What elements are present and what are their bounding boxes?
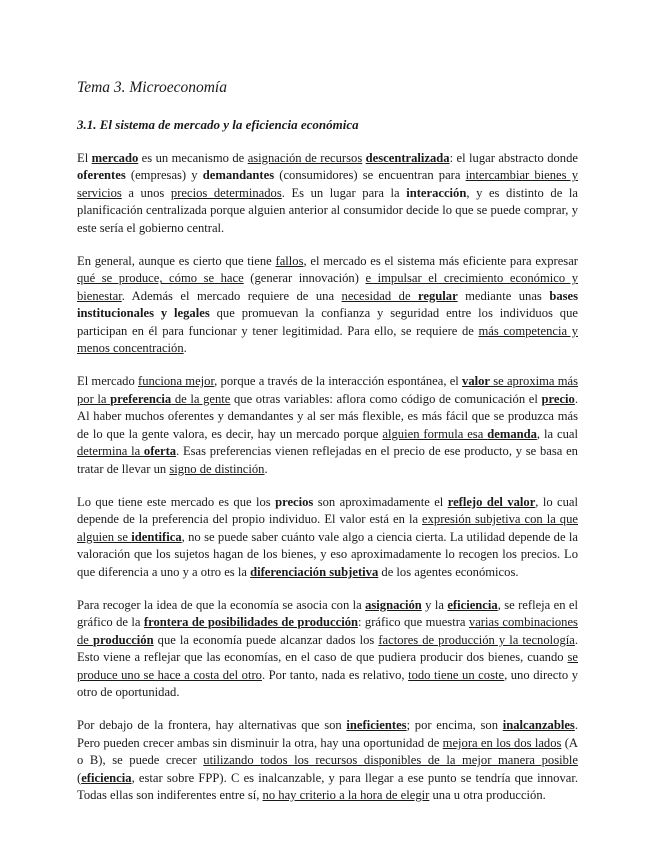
- text-run: que promuevan la confianza y seguridad entre los individuos que participan en él para funcionar y tener legitimidad. Para ello, se requiere de: [77, 306, 578, 338]
- emphasized-term: descentralizada: [365, 151, 450, 165]
- emphasized-term: demandantes: [202, 168, 275, 183]
- text-run: (generar innovación): [243, 271, 366, 286]
- text-run: (consumidores) se encuentran para: [274, 168, 466, 183]
- emphasized-term: eficiencia: [447, 597, 498, 612]
- emphasized-term: oferentes: [77, 168, 126, 183]
- emphasized-term: demanda: [487, 426, 537, 441]
- text-run: . Es un lugar para la: [281, 185, 407, 200]
- emphasized-term: regular: [418, 288, 458, 303]
- paragraph: [77, 597, 578, 701]
- underlined-text: más competencia y menos concentración: [77, 323, 578, 356]
- emphasized-term: inalcanzables: [502, 718, 575, 733]
- text-run: : gráfico que muestra: [358, 615, 469, 630]
- text-run: , porque a través de la interacción espontánea, el: [214, 374, 463, 389]
- text-run: Por debajo de la frontera, hay alternativas que son: [77, 718, 347, 733]
- text-run: . Por tanto, nada es relativo,: [261, 667, 409, 682]
- underlined-text: e impulsar el crecimiento económico y bienestar: [77, 271, 578, 303]
- paragraph: [77, 717, 578, 804]
- emphasized-term: ineficientes: [346, 718, 407, 733]
- text-run: (empresas) y: [125, 168, 203, 183]
- underlined-text: no hay criterio a la hora de elegir: [262, 788, 430, 802]
- underlined-text: de la gente: [171, 391, 231, 406]
- text-run: (A o B), se puede crecer: [77, 735, 578, 768]
- text-run: ; por encima, son: [406, 718, 503, 733]
- text-run: Para recoger la idea de que la economía se asocia con la: [77, 597, 366, 612]
- paragraph: [77, 253, 578, 357]
- emphasized-term: preferencia: [110, 391, 172, 406]
- document-body: [77, 150, 578, 804]
- text-run: una u otra producción.: [429, 788, 546, 802]
- underlined-text: factores de producción y la tecnología: [378, 632, 575, 647]
- text-run: y la: [421, 597, 448, 612]
- text-run: En general, aunque es cierto que tiene: [77, 254, 276, 269]
- text-run: . Esto viene a reflejar que las economías, en el caso de que pudiera producir dos bienes, cuando: [77, 632, 578, 665]
- underlined-text: se aproxima más por la: [77, 374, 579, 406]
- document-title: Tema 3. Microeconomía: [77, 79, 227, 96]
- underlined-text: alguien formula esa: [382, 426, 488, 441]
- text-run: , el mercado es el sistema más eficiente para expresar: [303, 254, 578, 269]
- text-run: . Pero pueden crecer ambas sin disminuir la otra, hay una oportunidad de: [77, 718, 578, 750]
- emphasized-term: valor: [462, 374, 491, 389]
- text-run: , uno directo y otro de oportunidad.: [77, 667, 578, 699]
- emphasized-term: reflejo del: [447, 494, 508, 509]
- text-run: El mercado: [77, 374, 138, 389]
- section-heading: 3.1. El sistema de mercado y la eficiencia económica: [77, 117, 359, 132]
- underlined-text: determina la: [77, 444, 144, 459]
- underlined-text: utilizando todos los recursos disponibles de la mejor manera posible: [203, 753, 578, 768]
- text-run: : el lugar abstracto donde: [449, 151, 578, 165]
- underlined-text: funciona mejor: [138, 374, 215, 389]
- underlined-text: varias combinaciones de: [77, 615, 578, 647]
- emphasized-term: eficiencia: [81, 770, 132, 785]
- emphasized-term: diferenciación subjetiva: [250, 564, 379, 579]
- text-run: son aproximadamente el: [313, 494, 448, 509]
- text-run: Lo que tiene este mercado es que los: [77, 494, 276, 509]
- text-run: , no se puede saber cuánto vale algo a ciencia cierta. La utilidad depende de la valoración que los sujetos hagan de los bienes, y eso aproximadamente lo recogen los precios. Lo que diferencia a uno y a otro es la: [77, 529, 579, 579]
- text-run: , estar sobre FPP). C es inalcanzable, y para llegar a ese punto se tendría que innovar. Todas ellas son indiferentes entre sí,: [77, 770, 578, 802]
- underlined-text: intercambiar bienes y servicios: [77, 168, 578, 200]
- emphasized-term: producción: [92, 632, 154, 647]
- emphasized-term: bases institucionales y legales: [77, 288, 579, 321]
- paragraph: [77, 373, 578, 477]
- emphasized-term: interacción: [406, 185, 467, 200]
- emphasized-term: mercado: [91, 151, 139, 165]
- emphasized-term: asignación: [365, 597, 422, 612]
- underlined-text: necesidad de: [341, 288, 419, 303]
- text-run: es un mecanismo de: [138, 151, 248, 165]
- underlined-text: expresión subjetiva con la que alguien se: [77, 512, 578, 544]
- text-run: El: [77, 151, 92, 165]
- underlined-text: signo de distinción: [169, 461, 265, 476]
- emphasized-term: oferta: [143, 444, 177, 459]
- paragraph: [77, 150, 578, 237]
- emphasized-term: frontera de posibilidades de producción: [143, 615, 358, 630]
- text-run: , lo cual depende de la preferencia del propio individuo. El valor está en la: [77, 494, 578, 527]
- text-run: de los agentes económicos.: [378, 564, 519, 579]
- underlined-text: todo tiene un coste: [408, 667, 505, 682]
- underlined-text: qué se produce, cómo se hace: [77, 271, 244, 286]
- text-run: . Esas preferencias vienen reflejadas en el precio de ese producto, y se basa en tratar de llevar un: [77, 444, 578, 476]
- text-run: que la economía puede alcanzar dados los: [153, 632, 379, 647]
- underlined-text: asignación de recursos: [247, 151, 363, 165]
- text-run: .: [183, 341, 187, 356]
- underlined-text: precios determinados: [170, 185, 282, 200]
- emphasized-term: valor: [507, 494, 536, 509]
- underlined-text: mejora en los dos lados: [442, 735, 562, 750]
- text-run: que otras variables: aflora como código de comunicación el: [230, 391, 542, 406]
- text-run: , la cual: [536, 426, 578, 441]
- text-run: .: [264, 461, 268, 476]
- underlined-text: se produce uno se hace a costa del otro: [77, 650, 578, 682]
- text-run: . Al haber muchos oferentes y demandantes y al ser más flexible, es más fácil que se produzca más de lo que la gente valora, es decir, hay un mercado porque: [77, 391, 578, 441]
- text-run: . Además el mercado requiere de una: [121, 288, 342, 303]
- text-run: , y es distinto de la planificación centralizada porque alguien anterior al consumidor decide lo que se puede comprar, y este sería el gobierno central.: [77, 185, 578, 235]
- emphasized-term: precio: [541, 391, 575, 406]
- emphasized-term: precios: [275, 494, 314, 509]
- text-run: a unos: [121, 185, 171, 200]
- emphasized-term: identifica: [131, 529, 182, 544]
- text-run: mediante unas: [457, 288, 550, 303]
- paragraph: [77, 494, 578, 581]
- text-run: (: [77, 770, 82, 785]
- underlined-text: fallos: [275, 254, 304, 269]
- text-run: , se refleja en el gráfico de la: [77, 597, 578, 630]
